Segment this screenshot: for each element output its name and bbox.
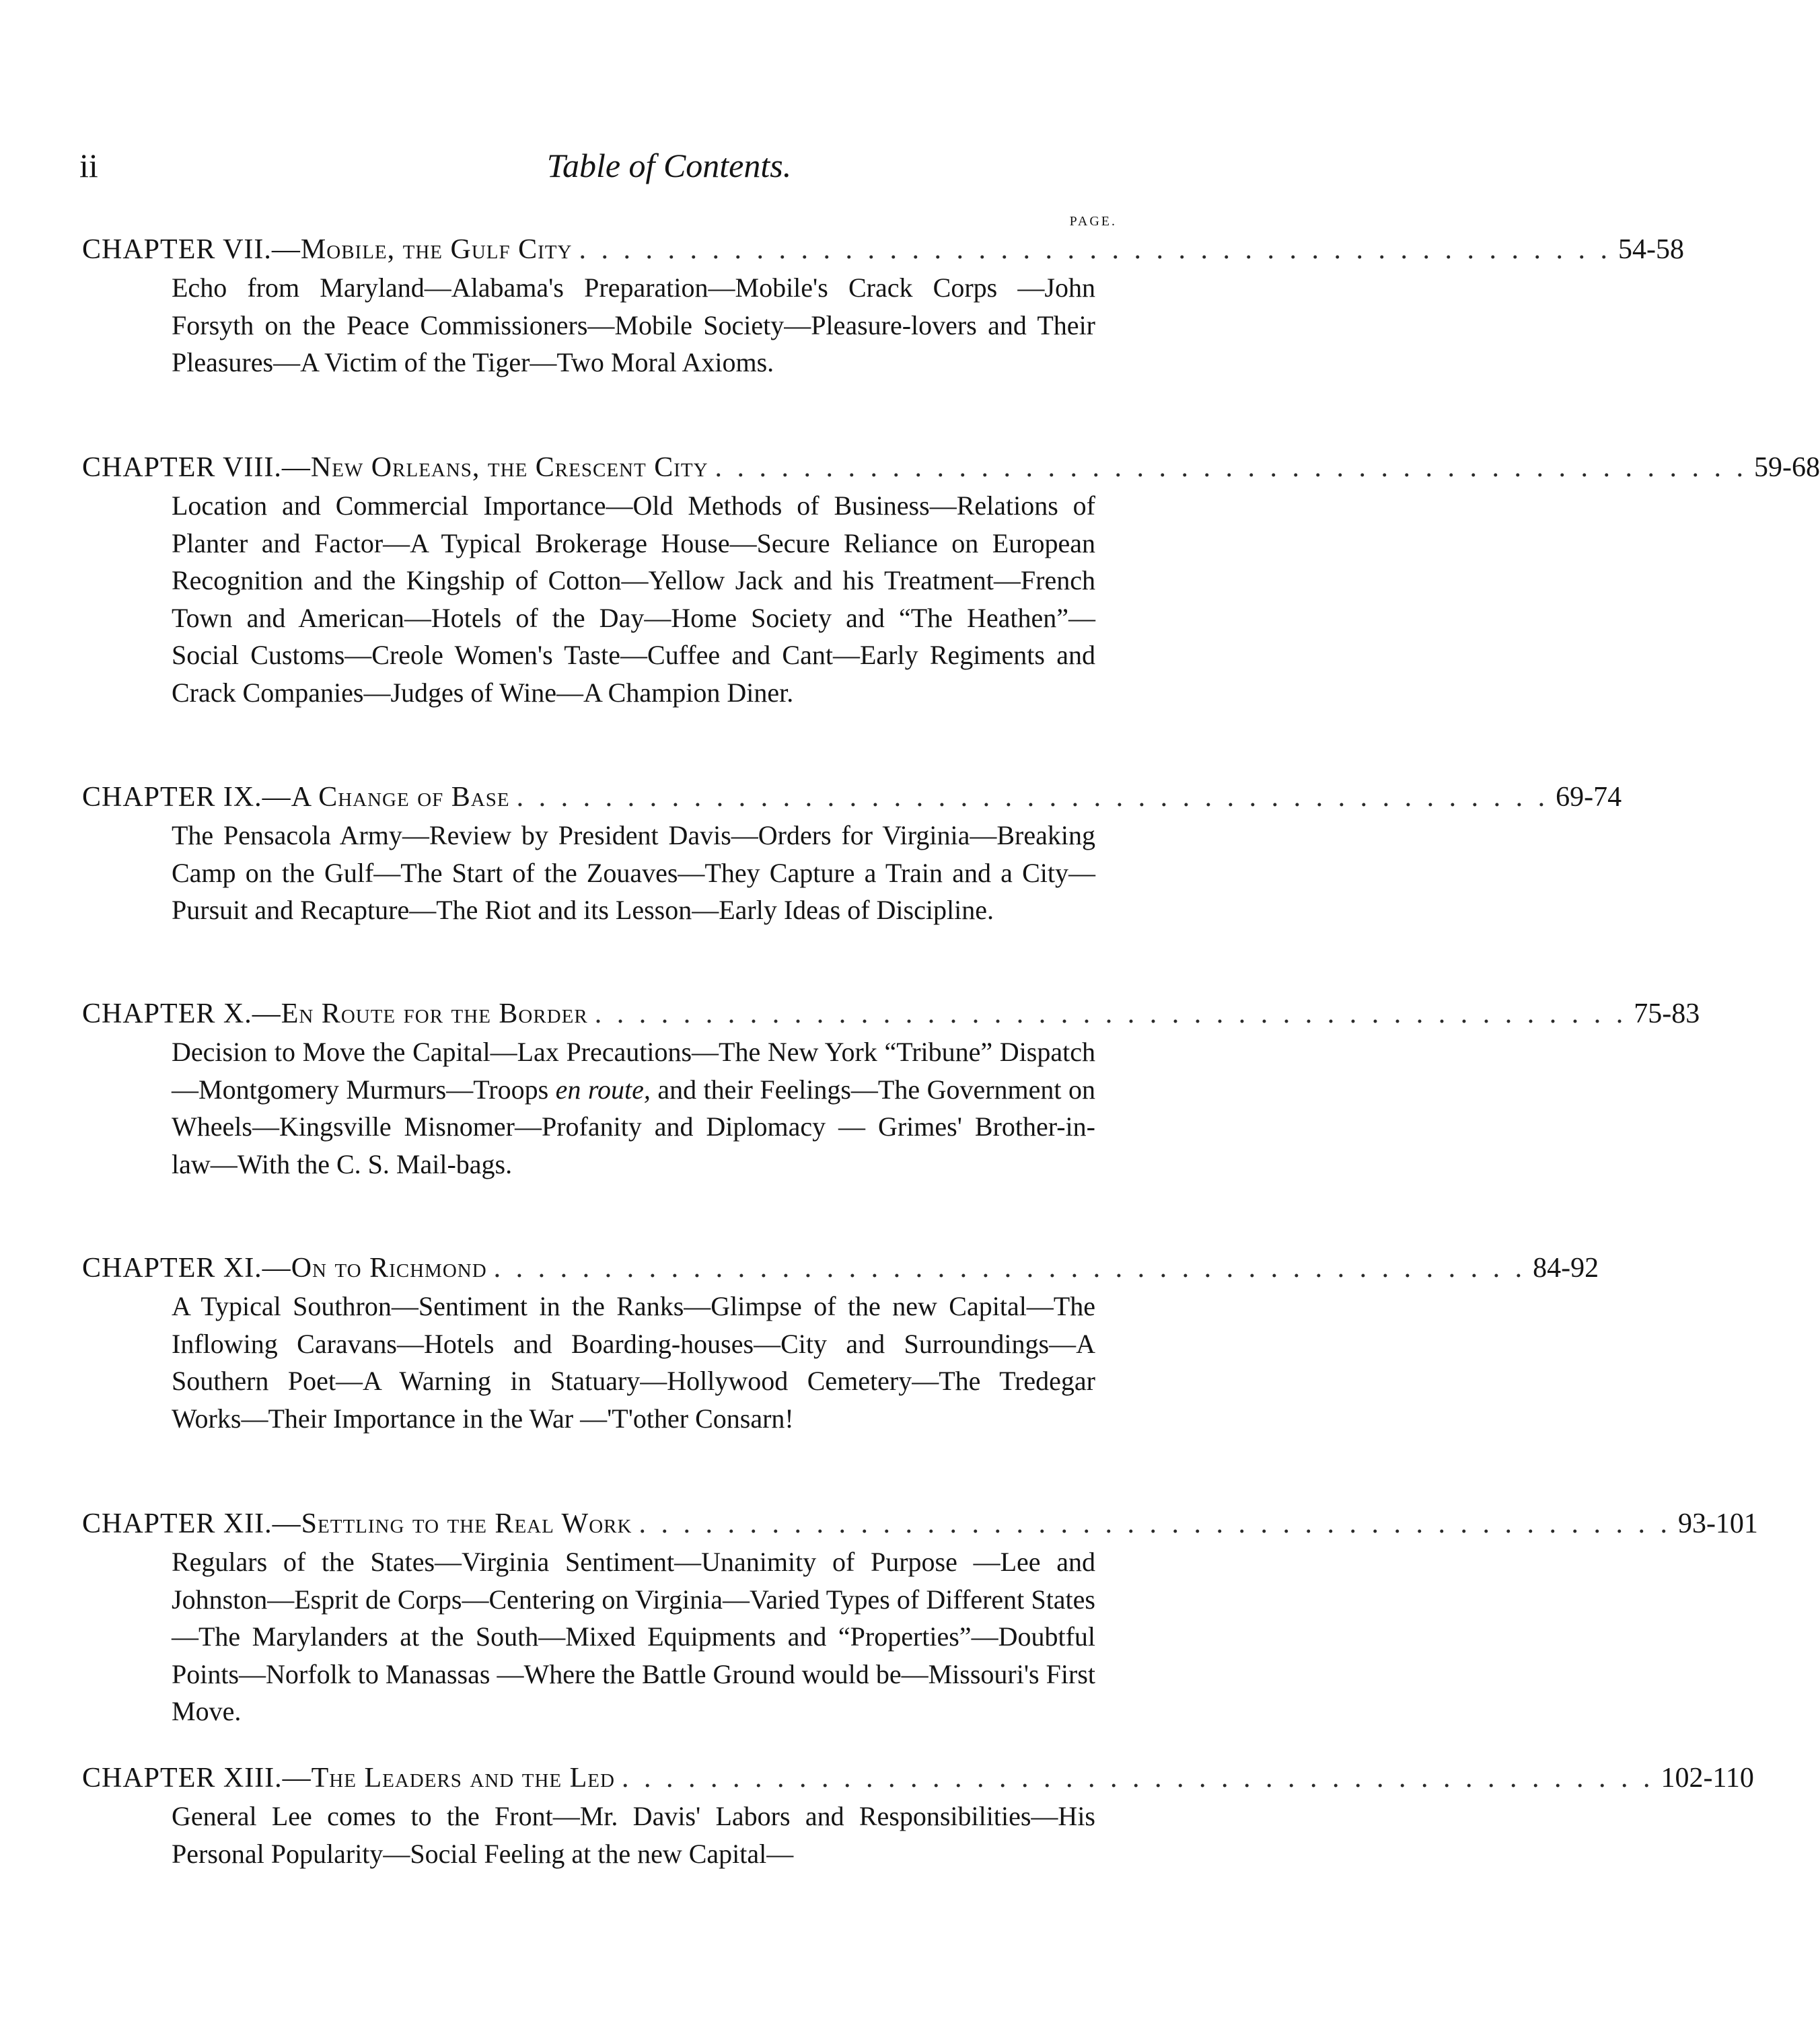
summary-text: and their Feelings—The Government on Wheels—Kingsville Misnomer—Profanity and Diplomacy — Grimes' Brother-in-law—With the C. S. Mail-bags. bbox=[172, 1074, 1096, 1179]
page-range: 102-110 bbox=[1661, 1763, 1754, 1794]
dot-leader: . . . . . . . . . . . . . . . . . . . . . . . . . . . . . . . . . . . . . . . . . . . . . . . bbox=[639, 1508, 1671, 1539]
summary-italic-text: en route, bbox=[555, 1074, 651, 1105]
chapter-heading bbox=[82, 1759, 1754, 1798]
chapter-label: CHAPTER X.— bbox=[82, 998, 281, 1029]
chapter-title: On to Richmond bbox=[291, 1253, 487, 1284]
dot-leader: . . . . . . . . . . . . . . . . . . . . . . . . . . . . . . . . . . . . . . . . . . . . . . . bbox=[621, 1763, 1654, 1794]
dot-leader: . . . . . . . . . . . . . . . . . . . . . . . . . . . . . . . . . . . . . . . . . . . . . . . bbox=[516, 782, 1550, 813]
dot-leader: . . . . . . . . . . . . . . . . . . . . . . . . . . . . . . . . . . . . . . . . . . . . . . . bbox=[579, 234, 1611, 265]
chapter-heading bbox=[82, 1249, 1599, 1288]
page-range: 54-58 bbox=[1617, 234, 1684, 265]
chapter-summary: Echo from Maryland—Alabama's Preparation—Mobile's Crack Corps —John Forsyth on the Peace Commissioners—Mobile Society—Pleasure-lovers and Their Pleasures—A Victim of the Tiger—Two Moral Axioms. bbox=[172, 272, 1095, 377]
chapter-summary: General Lee comes to the Front—Mr. Davis' Labors and Responsibilities—His Personal Popularity—Social Feeling at the new Capital— bbox=[172, 1801, 1095, 1869]
chapter-entry-ix bbox=[82, 778, 1622, 929]
chapter-title: The Leaders and the Led bbox=[311, 1763, 615, 1794]
chapter-heading bbox=[82, 230, 1684, 269]
chapter-summary: Location and Commercial Importance—Old Methods of Business—Relations of Planter and Factor—A Typical Brokerage House—Secure Reliance on European Recognition and the Kingship of Cotton—Yellow Jack and his Treatment—French Town and American—Hotels of the Day—Home Society and “The Heathen”—Social Customs—Creole Women's Taste—Cuffee and Cant—Early Regiments and Crack Companies—Judges of Wine—A Champion Diner. bbox=[172, 490, 1095, 708]
chapter-entry-vii bbox=[82, 230, 1684, 381]
dot-leader: . . . . . . . . . . . . . . . . . . . . . . . . . . . . . . . . . . . . . . . . . . . . . . . bbox=[493, 1253, 1527, 1284]
chapter-summary: A Typical Southron—Sentiment in the Ranks—Glimpse of the new Capital—The Inflowing Caravans—Hotels and Boarding-houses—City and Surroundings—A Southern Poet—A Warning in Statuary—Hollywood Cemetery—The Tredegar Works—Their Importance in the War —'T'other Consarn! bbox=[172, 1291, 1095, 1434]
chapter-heading bbox=[82, 1504, 1758, 1543]
chapter-title: New Orleans, the Crescent City bbox=[310, 452, 708, 483]
chapter-label: CHAPTER IX.— bbox=[82, 782, 291, 813]
summary-text: Decision to Move the Capital—Lax Precautions—The New York “Tribune” Dispatch—Montgomery Murmurs—Troops bbox=[172, 1037, 1095, 1105]
page-range: 93-101 bbox=[1677, 1508, 1758, 1539]
page-range: 59-68 bbox=[1754, 452, 1820, 483]
chapter-entry-xii bbox=[82, 1504, 1758, 1730]
chapter-summary: The Pensacola Army—Review by President Davis—Orders for Virginia—Breaking Camp on the Gulf—The Start of the Zouaves—They Capture a Train and a City—Pursuit and Recapture—The Riot and its Lesson—Early Ideas of Discipline. bbox=[172, 820, 1095, 925]
page-range: 69-74 bbox=[1556, 782, 1622, 813]
chapter-title: Mobile, the Gulf City bbox=[300, 234, 573, 265]
page-range: 84-92 bbox=[1533, 1253, 1599, 1284]
chapter-label: CHAPTER VII.— bbox=[82, 234, 301, 265]
chapter-heading bbox=[82, 448, 1820, 487]
chapter-title: A Change of Base bbox=[291, 782, 510, 813]
chapter-title: Settling to the Real Work bbox=[301, 1508, 632, 1539]
page-column-label: PAGE. bbox=[1069, 214, 1117, 229]
chapter-title: En Route for the Border bbox=[281, 998, 588, 1029]
running-title: Table of Contents. bbox=[546, 147, 792, 184]
chapter-entry-viii bbox=[82, 448, 1820, 711]
dot-leader: . . . . . . . . . . . . . . . . . . . . . . . . . . . . . . . . . . . . . . . . . . . . . . . bbox=[594, 998, 1628, 1029]
chapter-label: CHAPTER VIII.— bbox=[82, 452, 311, 483]
chapter-entry-x bbox=[82, 994, 1700, 1183]
chapter-heading bbox=[82, 778, 1622, 817]
chapter-label: CHAPTER XI.— bbox=[82, 1253, 291, 1284]
chapter-heading bbox=[82, 994, 1700, 1033]
chapter-label: CHAPTER XII.— bbox=[82, 1508, 301, 1539]
dot-leader: . . . . . . . . . . . . . . . . . . . . . . . . . . . . . . . . . . . . . . . . . . . . . . . bbox=[715, 452, 1748, 483]
page-number: ii bbox=[79, 147, 98, 184]
page-range: 75-83 bbox=[1634, 998, 1700, 1029]
chapter-label: CHAPTER XIII.— bbox=[82, 1763, 312, 1794]
chapter-summary bbox=[172, 1033, 1095, 1183]
chapter-summary: Regulars of the States—Virginia Sentiment—Unanimity of Purpose —Lee and Johnston—Esprit de Corps—Centering on Virginia—Varied Types of Different States—The Marylanders at the South—Mixed Equipments and “Properties”—Doubtful Points—Norfolk to Manassas —Where the Battle Ground would be—Missouri's First Move. bbox=[172, 1547, 1095, 1726]
chapter-entry-xiii bbox=[82, 1759, 1754, 1872]
chapter-entry-xi bbox=[82, 1249, 1599, 1437]
